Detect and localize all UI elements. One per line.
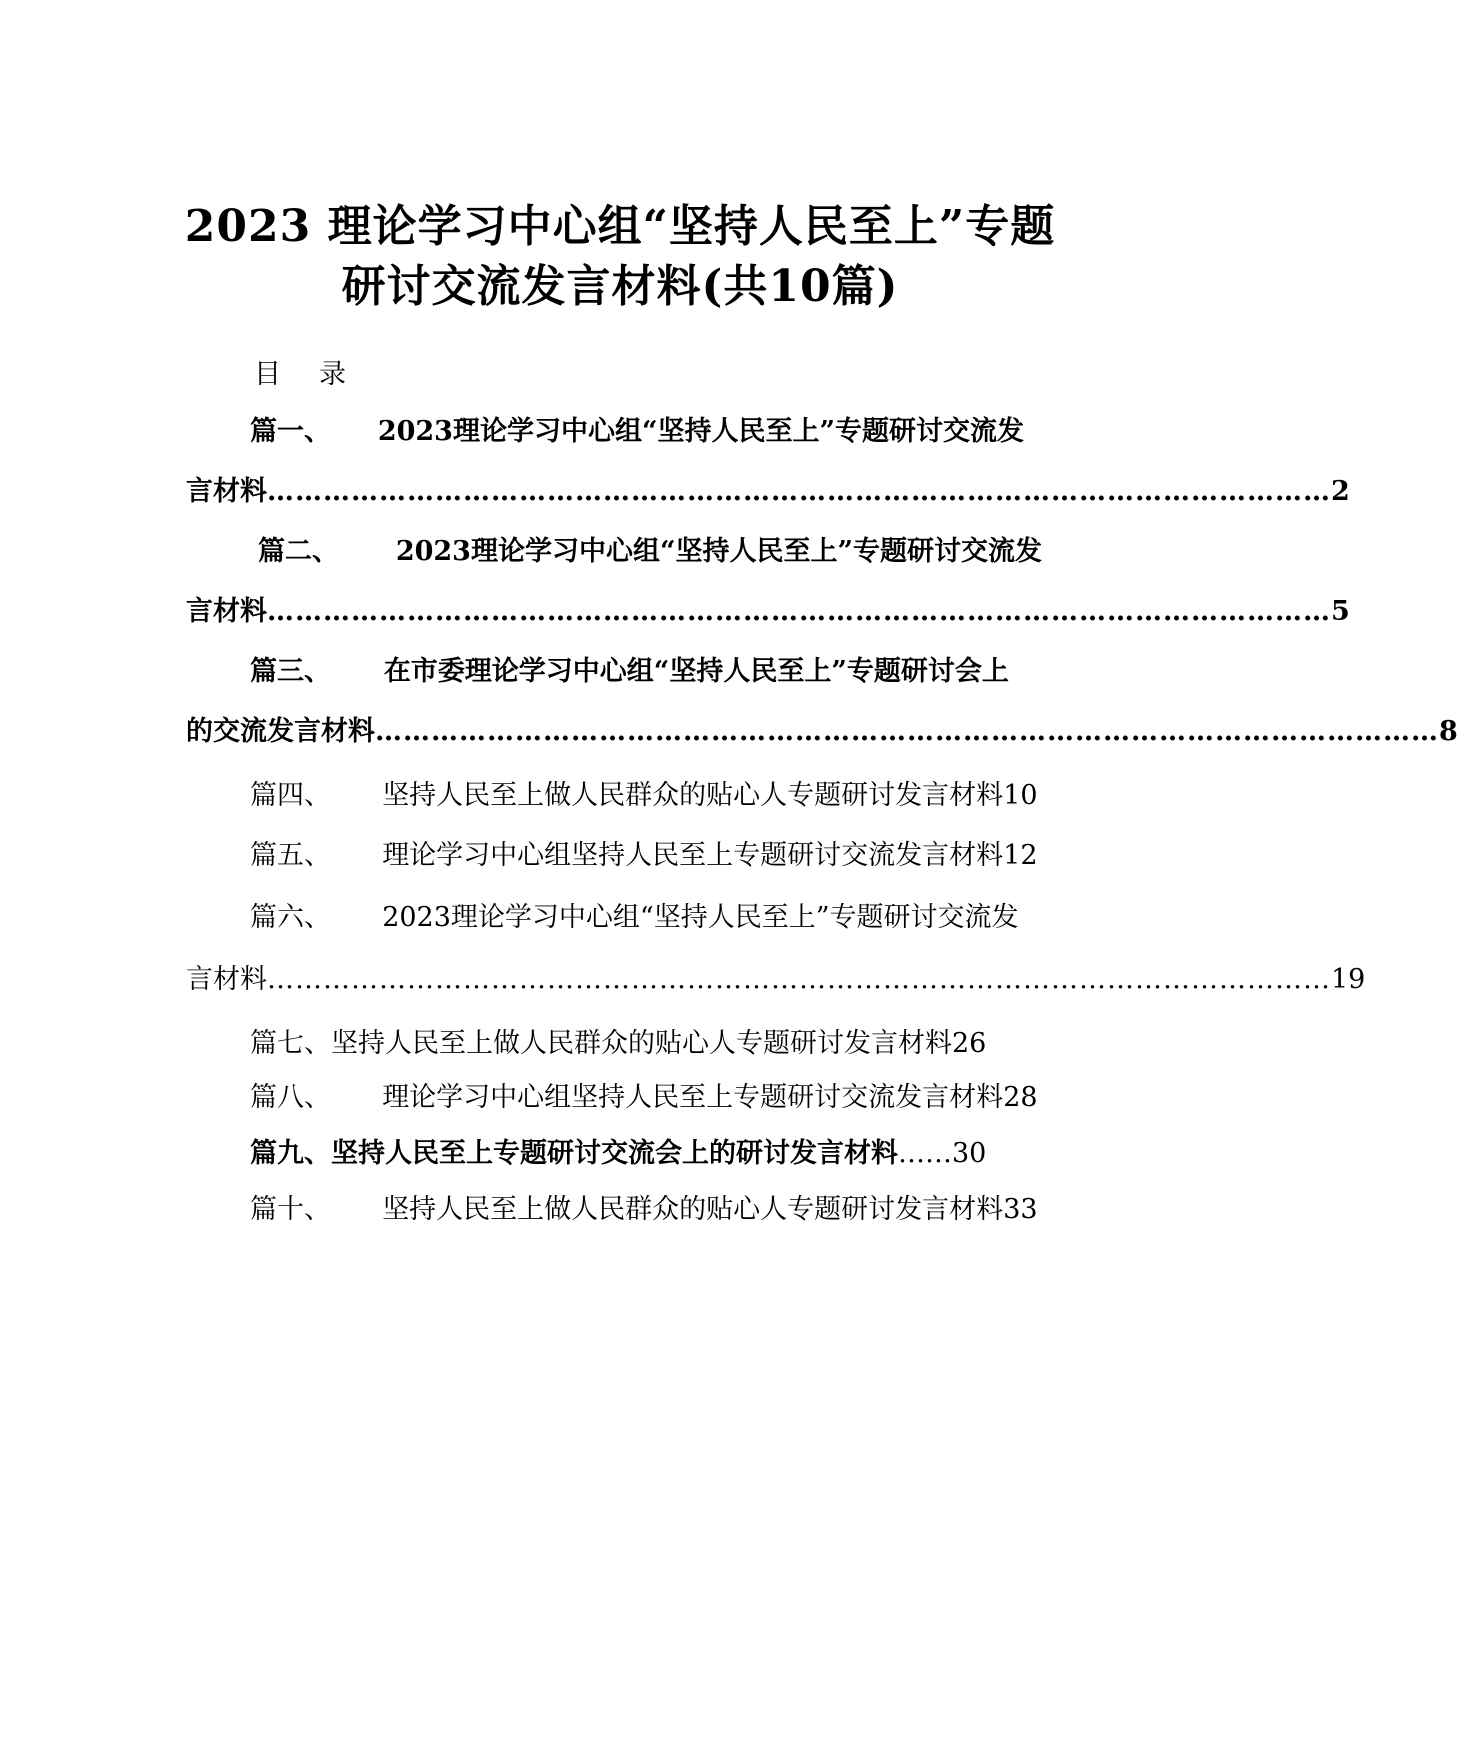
toc-entry-5[interactable] [250,836,1038,876]
dot-leader: …… [898,1138,952,1169]
toc-entry-title-cont: 言材料 [186,964,267,995]
toc-entry-number: 篇九、 [250,1138,331,1169]
toc-entry-2[interactable] [258,532,1042,572]
toc-entry-number: 篇一、 [250,416,331,447]
dot-leader: …………………………………………………………………………………………………… [267,964,1331,995]
toc-entry-title: 理论学习中心组坚持人民至上专题研讨交流发言材料 [382,1082,1004,1113]
toc-entry-number: 篇六、 [250,902,331,933]
toc-entry-title: 2023理论学习中心组“坚持人民至上”专题研讨交流发 [377,416,1025,447]
toc-entry-title: 坚持人民至上专题研讨交流会上的研讨发言材料 [331,1138,898,1169]
toc-entry-page: 2 [1331,476,1350,507]
toc-entry-7[interactable] [250,1024,986,1064]
toc-entry-page: 30 [952,1138,987,1169]
toc-entry-number: 篇十、 [250,1194,331,1225]
toc-entry-6[interactable] [250,898,1019,938]
toc-entry-title: 理论学习中心组坚持人民至上专题研讨交流发言材料 [382,840,1004,871]
toc-entry-10[interactable] [250,1190,1038,1230]
toc-entry-page: 26 [952,1028,987,1059]
toc-entry-number: 篇三、 [250,656,331,687]
toc-entry-page: 19 [1331,964,1366,995]
toc-entry-page: 5 [1331,596,1350,627]
dot-leader: …………………………………………………………………………………………………… [267,476,1331,507]
toc-entry-title: 坚持人民至上做人民群众的贴心人专题研讨发言材料 [382,1194,1004,1225]
toc-entry-6-continuation[interactable] [186,960,1366,1000]
toc-heading-char-2: 录 [319,359,350,390]
toc-entry-title: 2023理论学习中心组“坚持人民至上”专题研讨交流发 [395,536,1043,567]
toc-heading-char-1: 目 [254,359,285,390]
toc-entry-number: 篇五、 [250,840,331,871]
toc-entry-number: 篇七、 [250,1028,331,1059]
toc-entry-1-continuation[interactable] [186,472,1350,512]
toc-entry-title-cont: 言材料 [186,476,267,507]
toc-entry-3-continuation[interactable] [186,712,1458,752]
document-title-line-2: 研讨交流发言材料(共10篇) [341,261,899,312]
toc-entry-page: 28 [1003,1082,1038,1113]
toc-heading [254,352,350,391]
toc-entry-page: 12 [1003,840,1038,871]
toc-entry-number: 篇八、 [250,1082,331,1113]
toc-entry-8[interactable] [250,1078,1038,1118]
toc-entry-number: 篇二、 [258,536,339,567]
document-title-line-1: 2023 理论学习中心组“坚持人民至上”专题 [184,201,1056,252]
dot-leader: …………………………………………………………………………………………………… [267,596,1331,627]
toc-entry-page: 10 [1003,780,1038,811]
toc-entry-title: 2023理论学习中心组“坚持人民至上”专题研讨交流发 [382,902,1019,933]
toc-entry-title-cont: 言材料 [186,596,267,627]
toc-entry-4[interactable] [250,776,1038,816]
dot-leader: …………………………………………………………………………………………………… [375,716,1439,747]
toc-entry-title: 坚持人民至上做人民群众的贴心人专题研讨发言材料 [382,780,1004,811]
toc-entry-3[interactable] [250,652,1009,692]
toc-entry-2-continuation[interactable] [186,592,1350,632]
toc-entry-title: 坚持人民至上做人民群众的贴心人专题研讨发言材料 [331,1028,952,1059]
toc-entry-1[interactable] [250,412,1024,452]
toc-entry-title: 在市委理论学习中心组“坚持人民至上”专题研讨会上 [383,656,1009,687]
toc-entry-page: 8 [1439,716,1458,747]
toc-entry-title-cont: 的交流发言材料 [186,716,375,747]
toc-entry-number: 篇四、 [250,780,331,811]
toc-entry-page: 33 [1003,1194,1038,1225]
toc-entry-9[interactable] [250,1134,986,1174]
